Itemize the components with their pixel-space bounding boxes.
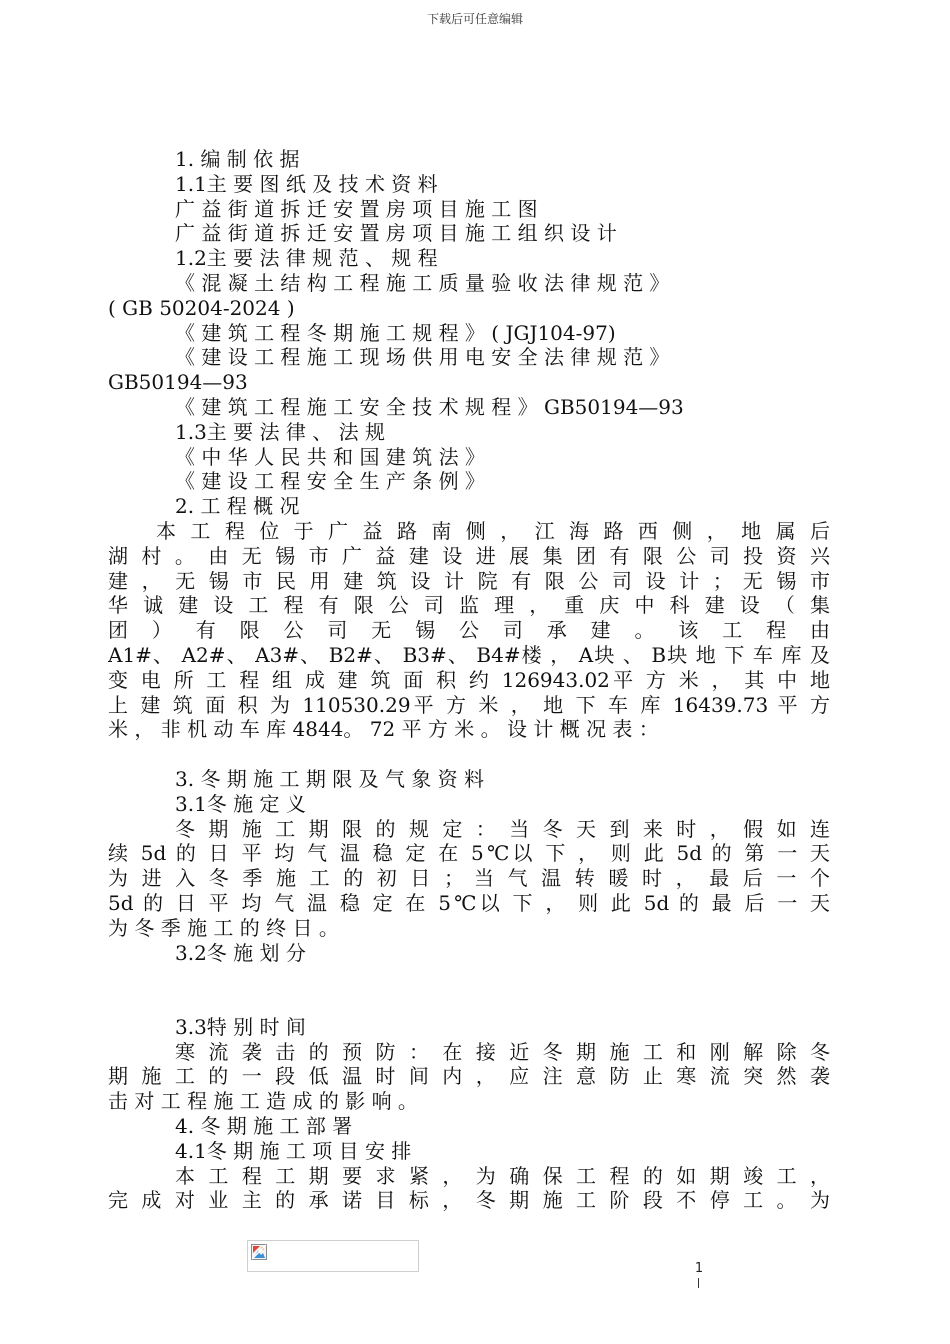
text-line: 广 益 街 道 拆 迁 安 置 房 项 目 施 工 图 [175,196,538,221]
heading-2: 2. 工 程 概 况 [175,494,300,519]
paragraph-line: 寒 流 袭 击 的 预 防 ： 在 接 近 冬 期 施 工 和 刚 解 除 冬 [175,1039,830,1064]
paragraph-line: 击 对 工 程 施 工 造 成 的 影 响 。 [108,1089,418,1114]
text-line: ( GB 50204-2024 ) [108,295,295,320]
heading-3-2: 3.2冬 施 划 分 [175,940,306,965]
text-line: 《 中 华 人 民 共 和 国 建 筑 法 》 [175,444,485,469]
paragraph-line: 为 冬 季 施 工 的 终 日 。 [108,915,339,940]
paragraph-line: 冬 期 施 工 期 限 的 规 定 ： 当 冬 天 到 来 时 ， 假 如 连 [175,816,830,841]
heading-4: 4. 冬 期 施 工 部 署 [175,1114,353,1139]
embedded-image-placeholder [247,1240,419,1272]
broken-image-icon [251,1244,267,1260]
text-line: 《 建 筑 工 程 施 工 安 全 技 术 规 程 》 GB50194—93 [175,394,684,419]
text-line: GB50194—93 [108,370,248,395]
heading-1-1: 1.1主 要 图 纸 及 技 术 资 料 [175,171,438,196]
heading-4-1: 4.1冬 期 施 工 项 目 安 排 [175,1138,412,1163]
paragraph-line: 完 成 对 业 主 的 承 诺 目 标 ， 冬 期 施 工 阶 段 不 停 工 。 为 [108,1188,830,1213]
heading-3: 3. 冬 期 施 工 期 限 及 气 象 资 料 [175,766,485,791]
paragraph-line: A1#、 A2#、 A3#、 B2#、 B3#、 B4#楼 ， A块 、 B块 地 下 车 库 及 [108,642,830,667]
page-number-divider [698,1278,699,1288]
paragraph-line: 变 电 所 工 程 组 成 建 筑 面 积 约 126943.02平 方 米 ， 其 中 地 [108,667,830,692]
heading-1-2: 1.2主 要 法 律 规 范 、 规 程 [175,246,438,271]
text-line: 《 建 设 工 程 施 工 现 场 供 用 电 安 全 法 律 规 范 》 [175,345,670,370]
paragraph-line: 为 进 入 冬 季 施 工 的 初 日 ； 当 气 温 转 暖 时 ， 最 后 一 个 [108,866,830,891]
heading-1-3: 1.3主 要 法 律 、 法 规 [175,419,385,444]
paragraph-line: 本 工 程 工 期 要 求 紧 ， 为 确 保 工 程 的 如 期 竣 工 ， [175,1163,830,1188]
text-line: 广 益 街 道 拆 迁 安 置 房 项 目 施 工 组 织 设 计 [175,221,617,246]
page-header: 下载后可任意编辑 [426,12,523,26]
heading-3-1: 3.1冬 施 定 义 [175,791,306,816]
paragraph-line: 期 施 工 的 一 段 低 温 时 间 内 ， 应 注 意 防 止 寒 流 突 然 袭 [108,1064,830,1089]
text-line: 《 建 设 工 程 安 全 生 产 条 例 》 [175,469,485,494]
page-number: 1 [694,1261,704,1276]
paragraph-line: 上 建 筑 面 积 为 110530.29平 方 米 ， 地 下 车 库 16439.73 平 方 [108,692,830,717]
text-line: 《 建 筑 工 程 冬 期 施 工 规 程 》 ( JGJ104-97) [175,320,616,345]
paragraph-line: 湖 村 。 由 无 锡 市 广 益 建 设 进 展 集 团 有 限 公 司 投 资 兴 [108,543,830,568]
paragraph-line: 续 5d 的 日 平 均 气 温 稳 定 在 5℃以 下 ， 则 此 5d 的 第 一 天 [108,841,830,866]
blank-line [108,742,830,767]
paragraph-line: 5d 的 日 平 均 气 温 稳 定 在 5℃以 下 ， 则 此 5d 的 最 后 一 天 [108,890,830,915]
paragraph-line: 米 ， 非 机 动 车 库 4844。 72 平 方 米 。 设 计 概 况 表 ： [108,717,659,742]
paragraph-line: 华 诚 建 设 工 程 有 限 公 司 监 理 ， 重 庆 中 科 建 设 （ 集 [108,593,830,618]
text-line: 《 混 凝 土 结 构 工 程 施 工 质 量 验 收 法 律 规 范 》 [175,270,670,295]
blank-line [108,965,830,1015]
paragraph-line: 本 工 程 位 于 广 益 路 南 侧 ， 江 海 路 西 侧 ， 地 属 后 [156,518,830,543]
paragraph-line: 建 ， 无 锡 市 民 用 建 筑 设 计 院 有 限 公 司 设 计 ； 无 锡 市 [108,568,830,593]
document-body [108,147,830,1213]
heading-1: 1. 编 制 依 据 [175,147,300,171]
paragraph-line: 团 ） 有 限 公 司 无 锡 公 司 承 建 。 该 工 程 由 [108,618,830,643]
heading-3-3: 3.3特 别 时 间 [175,1014,306,1039]
